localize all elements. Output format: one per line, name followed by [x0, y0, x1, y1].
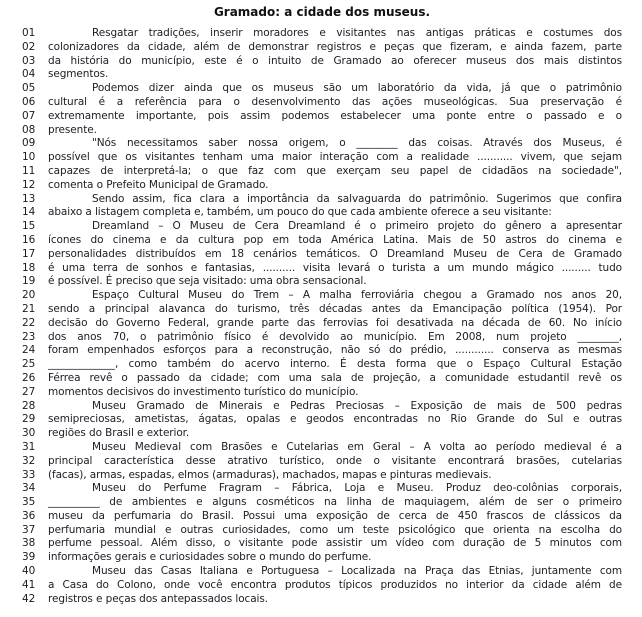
- line-text: capazes de interpretá-la; o que faz com que exerçam seu papel de cidadãos na sociedade",: [48, 164, 622, 177]
- line-text: informações gerais e curiosidades sobre o mundo do perfume.: [48, 551, 372, 564]
- line-text: semipreciosas, ametistas, ágatas, opalas e geodos encontradas no Rio Grande do Sul e outras: [48, 413, 622, 426]
- line-number: 01: [22, 27, 36, 39]
- document-line: [22, 41, 622, 55]
- line-number: 06: [22, 95, 36, 108]
- document-line: [22, 303, 622, 317]
- line-text: Museu Medieval com Brasões e Cutelarias em Geral – A volta ao período medieval é a: [92, 440, 622, 453]
- line-number: 38: [22, 537, 36, 550]
- document-line: [22, 165, 622, 179]
- document-line: [22, 179, 622, 193]
- line-text: regiões do Brasil e exterior.: [48, 427, 190, 440]
- document-line: [22, 400, 622, 414]
- document-line: [22, 455, 622, 469]
- line-text: Museu do Perfume Fragram – Fábrica, Loja e Museu. Produz deo-colônias corporais,: [92, 482, 622, 495]
- line-text: perfumaria mundial e outras curiosidades, como um teste psicológico que orienta na escolha do: [48, 523, 622, 536]
- line-number: 28: [22, 399, 36, 412]
- document-line: [22, 386, 622, 400]
- line-text: momentos decisivos do investimento turístico do município.: [48, 385, 359, 398]
- line-text: "Nós necessitamos saber nossa origem, o ________ das coisas. Através dos Museus, é: [92, 137, 622, 150]
- line-number: 08: [22, 123, 36, 136]
- line-number: 13: [22, 192, 36, 205]
- document-line: [22, 413, 622, 427]
- line-number: 25: [22, 358, 36, 371]
- document-line: [22, 482, 622, 496]
- document-line: [22, 82, 622, 96]
- line-text: presente.: [48, 123, 97, 136]
- document-line: [22, 262, 622, 276]
- line-number: 14: [22, 206, 36, 219]
- line-text: cultural é a referência para o desenvolvimento das ações museológicas. Sua preservação é: [48, 95, 622, 108]
- line-number: 33: [22, 468, 36, 481]
- document-line: [22, 289, 622, 303]
- document-line: [22, 27, 622, 41]
- document-line: [22, 565, 622, 579]
- line-text: _____________, como também do acervo interno. É desta forma que o Espaço Cultural Estação: [48, 358, 622, 371]
- line-text: registros e peças dos antepassados locais.: [48, 592, 268, 605]
- line-number: 27: [22, 385, 36, 398]
- document-line: [22, 551, 622, 565]
- line-number: 37: [22, 523, 36, 536]
- document-line: [22, 317, 622, 331]
- line-text: Dreamland – O Museu de Cera Dreamland é o primeiro projeto do gênero a apresentar: [92, 220, 622, 233]
- document-body: [22, 27, 622, 606]
- line-number: 40: [22, 565, 36, 578]
- line-number: 34: [22, 482, 36, 495]
- document-line: [22, 537, 622, 551]
- line-number: 02: [22, 40, 36, 53]
- line-text: a Casa do Colono, onde você encontra produtos típicos produzidos no interior da cidade além de: [48, 578, 622, 591]
- line-number: 19: [22, 275, 36, 288]
- document-line: [22, 55, 622, 69]
- line-text: museu da perfumaria do Brasil. Possui uma exposição de cerca de 450 frascos de clássicos da: [48, 509, 622, 522]
- line-text: sendo a principal alavanca do turismo, três décadas antes da Emancipação política (1954). Por: [48, 302, 622, 315]
- line-number: 30: [22, 427, 36, 440]
- line-number: 11: [22, 164, 36, 177]
- line-number: 15: [22, 220, 36, 233]
- document-title: Gramado: a cidade dos museus.: [213, 5, 431, 19]
- line-text: dos anos 70, o patrimônio físico é devolvido ao município. Em 2008, num projeto ________,: [48, 330, 622, 343]
- line-text: Sendo assim, fica clara a importância da salvaguarda do patrimônio. Sugerimos que confira: [92, 192, 622, 205]
- line-text: ícones do cinema e da cultura pop em toda América Latina. Mais de 50 astros do cinema e: [48, 233, 622, 246]
- line-text: decisão do Governo Federal, grande parte das ferrovias foi desativada na década de 60. No início: [48, 316, 622, 329]
- line-number: 04: [22, 68, 36, 81]
- line-number: 20: [22, 289, 36, 302]
- line-number: 21: [22, 302, 36, 315]
- line-number: 18: [22, 261, 36, 274]
- document-line: [22, 510, 622, 524]
- line-text: personalidades distribuídos em 18 cenários temáticos. O Dreamland Museu de Cera de Gramado: [48, 247, 622, 260]
- document-line: [22, 275, 622, 289]
- line-text: (facas), armas, espadas, elmos (armaduras), machados, mapas e pinturas medievais.: [48, 468, 492, 481]
- document-line: [22, 344, 622, 358]
- line-number: 07: [22, 109, 36, 122]
- document-line: [22, 427, 622, 441]
- line-text: __________ de ambientes e alguns cosméticos na linha de maquiagem, além de ser o primeiro: [48, 496, 622, 509]
- document-line: [22, 234, 622, 248]
- document-line: [22, 524, 622, 538]
- line-number: 10: [22, 151, 36, 164]
- document-line: [22, 151, 622, 165]
- line-text: Férrea revê o passado da cidade; com uma sala de projeção, a comunidade estudantil revê os: [48, 371, 622, 384]
- line-text: Museu das Casas Italiana e Portuguesa – Localizada na Praça das Etnias, juntamente com: [92, 565, 622, 578]
- document-line: [22, 193, 622, 207]
- line-number: 36: [22, 509, 36, 522]
- line-number: 12: [22, 178, 36, 191]
- line-number: 35: [22, 496, 36, 509]
- line-text: é uma terra de sonhos e fantasias, .......... visita levará o turista a um mundo mágico ......... tudo: [48, 261, 622, 274]
- line-text: principal característica desse atrativo turístico, onde o visitante encontrará brasões, cutelarias: [48, 454, 622, 467]
- line-text: Podemos dizer ainda que os museus são um laboratório da vida, já que o patrimônio: [92, 82, 622, 95]
- line-text: da história do município, este é o intuito de Gramado ao oferecer museus dos mais distintos: [48, 54, 622, 67]
- document-line: [22, 579, 622, 593]
- document-line: [22, 469, 622, 483]
- line-text: Resgatar tradições, inserir moradores e visitantes nas antigas práticas e costumes dos: [92, 27, 622, 39]
- document-line: [22, 358, 622, 372]
- line-number: 22: [22, 316, 36, 329]
- line-text: é possível. É preciso que seja visitado: uma obra sensacional.: [48, 275, 367, 288]
- line-number: 16: [22, 233, 36, 246]
- line-text: segmentos.: [48, 68, 109, 81]
- line-number: 39: [22, 551, 36, 564]
- line-number: 41: [22, 578, 36, 591]
- line-text: abaixo a listagem completa e, também, um pouco do que cada ambiente oferece a seu visitante:: [48, 206, 552, 219]
- line-number: 17: [22, 247, 36, 260]
- line-text: perfume pessoal. Além disso, o visitante pode assistir um vídeo com duração de 5 minutos com: [48, 537, 622, 550]
- line-number: 31: [22, 440, 36, 453]
- document-line: [22, 496, 622, 510]
- line-number: 09: [22, 137, 36, 150]
- document-line: [22, 372, 622, 386]
- line-text: Museu Gramado de Minerais e Pedras Preciosas – Exposição de mais de 500 pedras: [92, 399, 622, 412]
- document-line: [22, 248, 622, 262]
- line-text: extremamente importante, pois assim podemos estabelecer uma ponte entre o passado e o: [48, 109, 622, 122]
- line-text: comenta o Prefeito Municipal de Gramado.: [48, 178, 269, 191]
- line-number: 03: [22, 54, 36, 67]
- line-text: colonizadores da cidade, além de demonstrar registros e peças que fizeram, e ainda fazem, parte: [48, 40, 622, 53]
- line-text: Espaço Cultural Museu do Trem – A malha ferroviária chegou a Gramado nos anos 20,: [92, 289, 622, 302]
- document-line: [22, 220, 622, 234]
- document-line: [22, 96, 622, 110]
- line-text: possível que os visitantes tenham uma maior interação com a realidade ........... vivem, que sejam: [48, 151, 622, 164]
- document-line: [22, 68, 622, 82]
- document-line: [22, 110, 622, 124]
- document-line: [22, 137, 622, 151]
- line-number: 26: [22, 371, 36, 384]
- document-line: [22, 441, 622, 455]
- document-line: [22, 331, 622, 345]
- line-text: foram empenhados esforços para a reconstrução, não só do prédio, ............ conserva as mesmas: [48, 344, 622, 357]
- line-number: 05: [22, 82, 36, 95]
- line-number: 32: [22, 454, 36, 467]
- document-line: [22, 593, 622, 607]
- line-number: 24: [22, 344, 36, 357]
- document-line: [22, 124, 622, 138]
- line-number: 42: [22, 592, 36, 605]
- line-number: 23: [22, 330, 36, 343]
- line-number: 29: [22, 413, 36, 426]
- document-line: [22, 206, 622, 220]
